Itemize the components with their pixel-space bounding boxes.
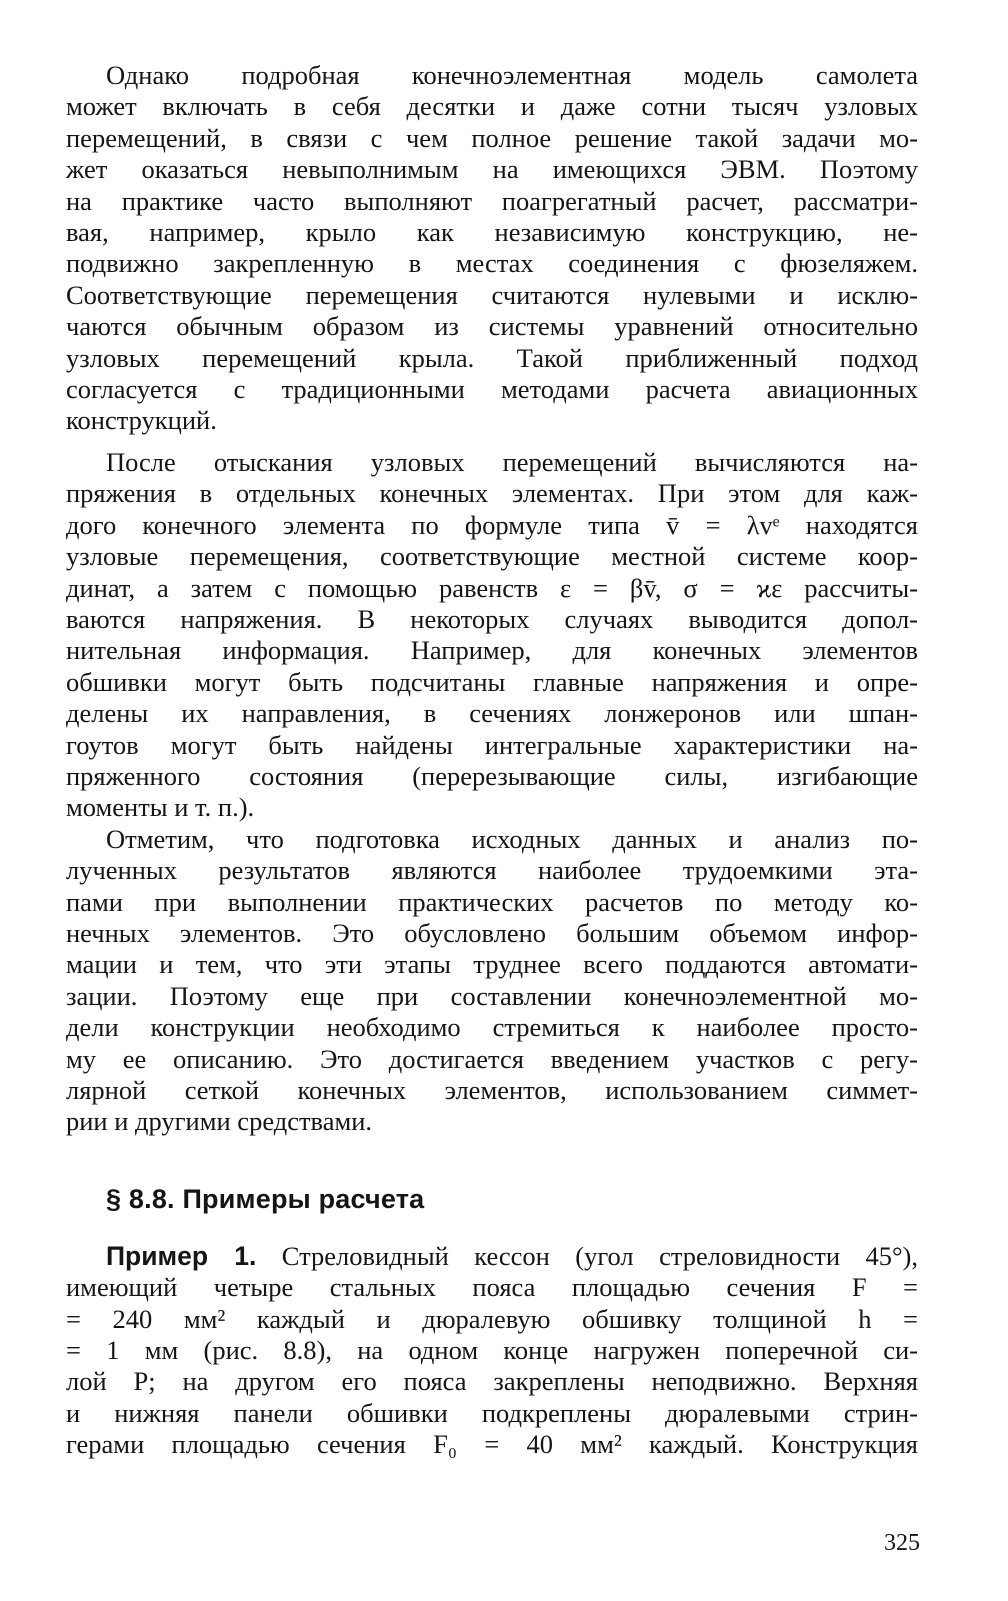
text-line: дели конструкции необходимо стремиться к наиболее просто- [66,1012,918,1043]
text-line: = 1 мм (рис. 8.8), на одном конце нагружен поперечной си- [66,1335,918,1366]
text-line: мации и тем, что эти этапы труднее всего поддаются автомати- [66,949,918,980]
text-line: рии и другими средствами. [66,1106,373,1137]
text-line: нительная информация. Например, для конечных элементов [66,635,918,666]
text-line: узловые перемещения, соответствующие местной системе коор- [66,541,918,572]
text-line: нечных элементов. Это обусловлено большим объемом инфор- [66,917,918,948]
text-line: Однако подробная конечноэлементная модель самолета [106,60,918,90]
text-line: = 240 мм² каждый и дюралевую обшивку толщиной h = [66,1303,918,1334]
example-label: Пример 1. [106,1240,257,1271]
text-line: Отметим, что подготовка исходных данных и анализ по- [106,823,918,854]
page-content [66,60,918,1461]
text-line: пряжения в отдельных конечных элементах. При этом для каж- [66,478,918,509]
example-first-line-text: Стреловидный кессон (угол стреловидности 45°), [281,1240,918,1271]
text-line: жет оказаться невыполнимым на имеющихся ЭВМ. Поэтому [66,154,918,185]
text-line: После отыскания узловых перемещений вычисляются на- [106,446,918,477]
text-line: может включать в себя десятки и даже сотни тысяч узловых [66,91,918,122]
paragraph-1 [66,60,918,437]
text-line: дого конечного элемента по формуле типа v̄ = λvᵉ находятся [66,509,918,540]
text-line: конструкций. [66,405,217,436]
text-line: чаются обычным образом из системы уравнений относительно [66,311,918,342]
text-line: Соответствующие перемещения считаются нулевыми и исклю- [66,279,918,310]
text-line: зации. Поэтому еще при составлении конечноэлементной мо- [66,980,918,1011]
text-line: подвижно закрепленную в местах соединения с фюзеляжем. [66,248,918,279]
text-line: имеющий четыре стальных пояса площадью сечения F = [66,1272,918,1303]
paragraph-2 [66,447,918,824]
section-heading: § 8.8. Примеры расчета [106,1183,425,1214]
text-line [66,1241,918,1272]
text-line: моменты и т. п.). [66,792,255,823]
text-line: лой P; на другом его пояса закреплены неподвижно. Верхняя [66,1366,918,1397]
text-line: вая, например, крыло как независимую конструкцию, не- [66,217,918,248]
example-paragraph [66,1241,918,1461]
text-line: лярной сеткой конечных элементов, использованием симмет- [66,1075,918,1105]
text-line: ваются напряжения. В некоторых случаях выводится допол- [66,603,918,634]
text-line: пами при выполнении практических расчетов по методу ко- [66,886,918,917]
text-line: делены их направления, в сечениях лонжеронов или шпан- [66,698,918,729]
text-line: обшивки могут быть подсчитаны главные напряжения и опре- [66,666,918,697]
text-line: герами площадью сечения F₀ = 40 мм² каждый. Конструкция [66,1429,918,1460]
text-line: перемещений, в связи с чем полное решение такой задачи мо- [66,122,918,153]
text-line: му ее описанию. Это достигается введением участков с регу- [66,1043,918,1074]
text-line: гоутов могут быть найдены интегральные характеристики на- [66,729,918,760]
text-line: узловых перемещений крыла. Такой приближенный подход [66,342,918,373]
text-line: динат, а затем с помощью равенств ε = βv̄, σ = ϰε рассчиты- [66,572,918,603]
page-number: 325 [884,1530,920,1556]
text-line: согласуется с традиционными методами расчета авиационных [66,374,918,405]
text-line: на практике часто выполняют поагрегатный расчет, рассматри- [66,185,918,216]
text-line: лученных результатов являются наиболее трудоемкими эта- [66,855,918,886]
text-line: пряженного состояния (перерезывающие силы, изгибающие [66,760,918,791]
text-line: и нижняя панели обшивки подкреплены дюралевыми стрин- [66,1397,918,1428]
paragraph-3 [66,824,918,1138]
